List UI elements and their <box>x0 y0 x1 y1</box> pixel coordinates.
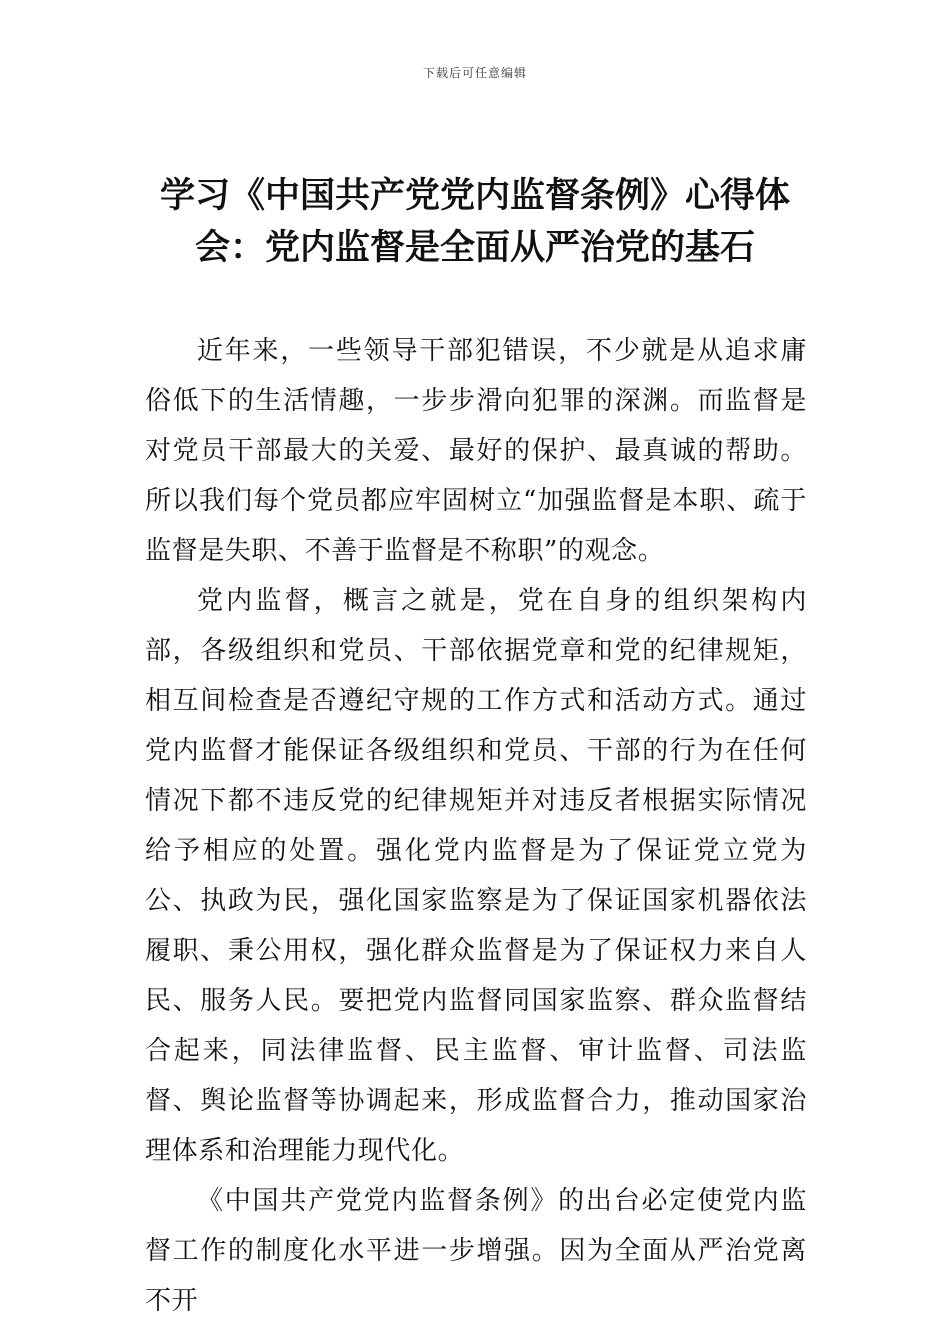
header-note: 下载后可任意编辑 <box>422 66 527 80</box>
title-line-2: 会：党内监督是全面从严治党的基石 <box>194 228 755 268</box>
document-body <box>145 326 807 1326</box>
paragraph-2: 党内监督，概言之就是，党在自身的组织架构内部，各级组织和党员、干部依据党章和党的纪律规矩，相互间检查是否遵纪守规的工作方式和活动方式。通过党内监督才能保证各级组织和党员、干部的行为在任何情况下都不违反党的纪律规矩并对违反者根据实际情况给予相应的处置。强化党内监督是为了保证党立党为公、执政为民，强化国家监察是为了保证国家机器依法履职、秉公用权，强化群众监督是为了保证权力来自人民、服务人民。要把党内监督同国家监察、群众监督结合起来，同法律监督、民主监督、审计监督、司法监督、舆论监督等协调起来，形成监督合力，推动国家治理体系和治理能力现代化。 <box>145 586 807 1166</box>
title-line-1: 学习《中国共产党党内监督条例》心得体 <box>159 176 790 216</box>
paragraph-1: 近年来，一些领导干部犯错误，不少就是从追求庸俗低下的生活情趣，一步步滑向犯罪的深渊。而监督是对党员干部最大的关爱、最好的保护、最真诚的帮助。所以我们每个党员都应牢固树立“加强监督是本职、疏于监督是失职、不善于监督是不称职”的观念。 <box>145 336 807 566</box>
document-title <box>140 170 810 274</box>
paragraph-3: 《中国共产党党内监督条例》的出台必定使党内监督工作的制度化水平进一步增强。因为全面从严治党离不开 <box>145 1186 807 1316</box>
